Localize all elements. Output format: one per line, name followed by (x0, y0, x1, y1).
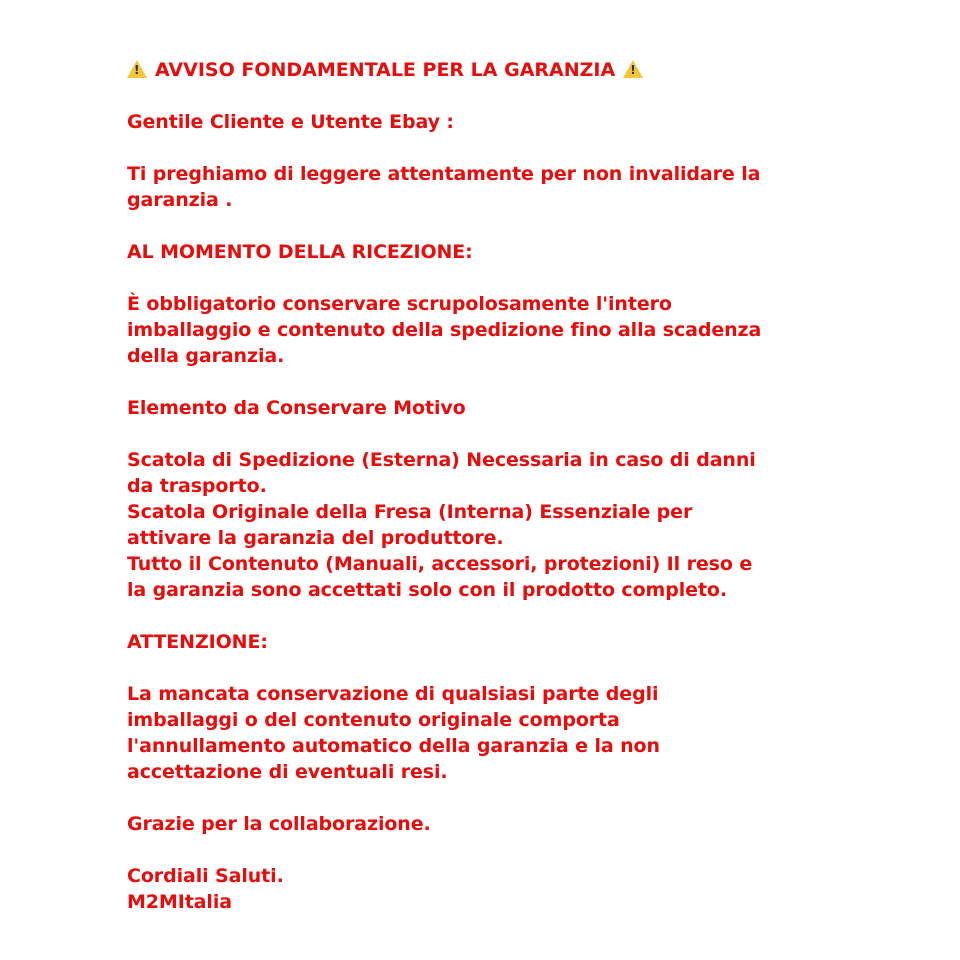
items-list (127, 447, 860, 603)
list-item: Tutto il Contenuto (Manuali, accessori, protezioni) Il reso e la garanzia sono accettati solo con il prodotto completo. (127, 553, 753, 601)
greeting: Gentile Cliente e Utente Ebay : (127, 111, 454, 133)
obligation-paragraph: È obbligatorio conservare scrupolosamente l'intero imballaggio e contenuto della spedizione fino alla scadenza della garanzia. (127, 293, 762, 367)
list-item: Scatola di Spedizione (Esterna) Necessaria in caso di danni da trasporto. (127, 449, 756, 497)
warning-paragraph: La mancata conservazione di qualsiasi parte degli imballaggi o del contenuto originale comporta l'annullamento automatico della garanzia e la non accettazione di eventuali resi. (127, 683, 660, 783)
notice-title: AVVISO FONDAMENTALE PER LA GARANZIA (155, 59, 616, 81)
signature: M2MItalia (127, 891, 232, 913)
closing-line: Cordiali Saluti. (127, 865, 284, 887)
notice-title-line (127, 57, 860, 83)
list-item: Scatola Originale della Fresa (Interna) Essenziale per attivare la garanzia del produttore. (127, 501, 693, 549)
section-heading-attention: ATTENZIONE: (127, 631, 268, 653)
section-heading-receipt: AL MOMENTO DELLA RICEZIONE: (127, 241, 473, 263)
warning-icon (127, 60, 147, 78)
intro-paragraph: Ti preghiamo di leggere attentamente per non invalidare la garanzia . (127, 163, 761, 211)
items-header: Elemento da Conservare Motivo (127, 397, 466, 419)
thanks-line: Grazie per la collaborazione. (127, 813, 431, 835)
warning-icon (623, 60, 643, 78)
